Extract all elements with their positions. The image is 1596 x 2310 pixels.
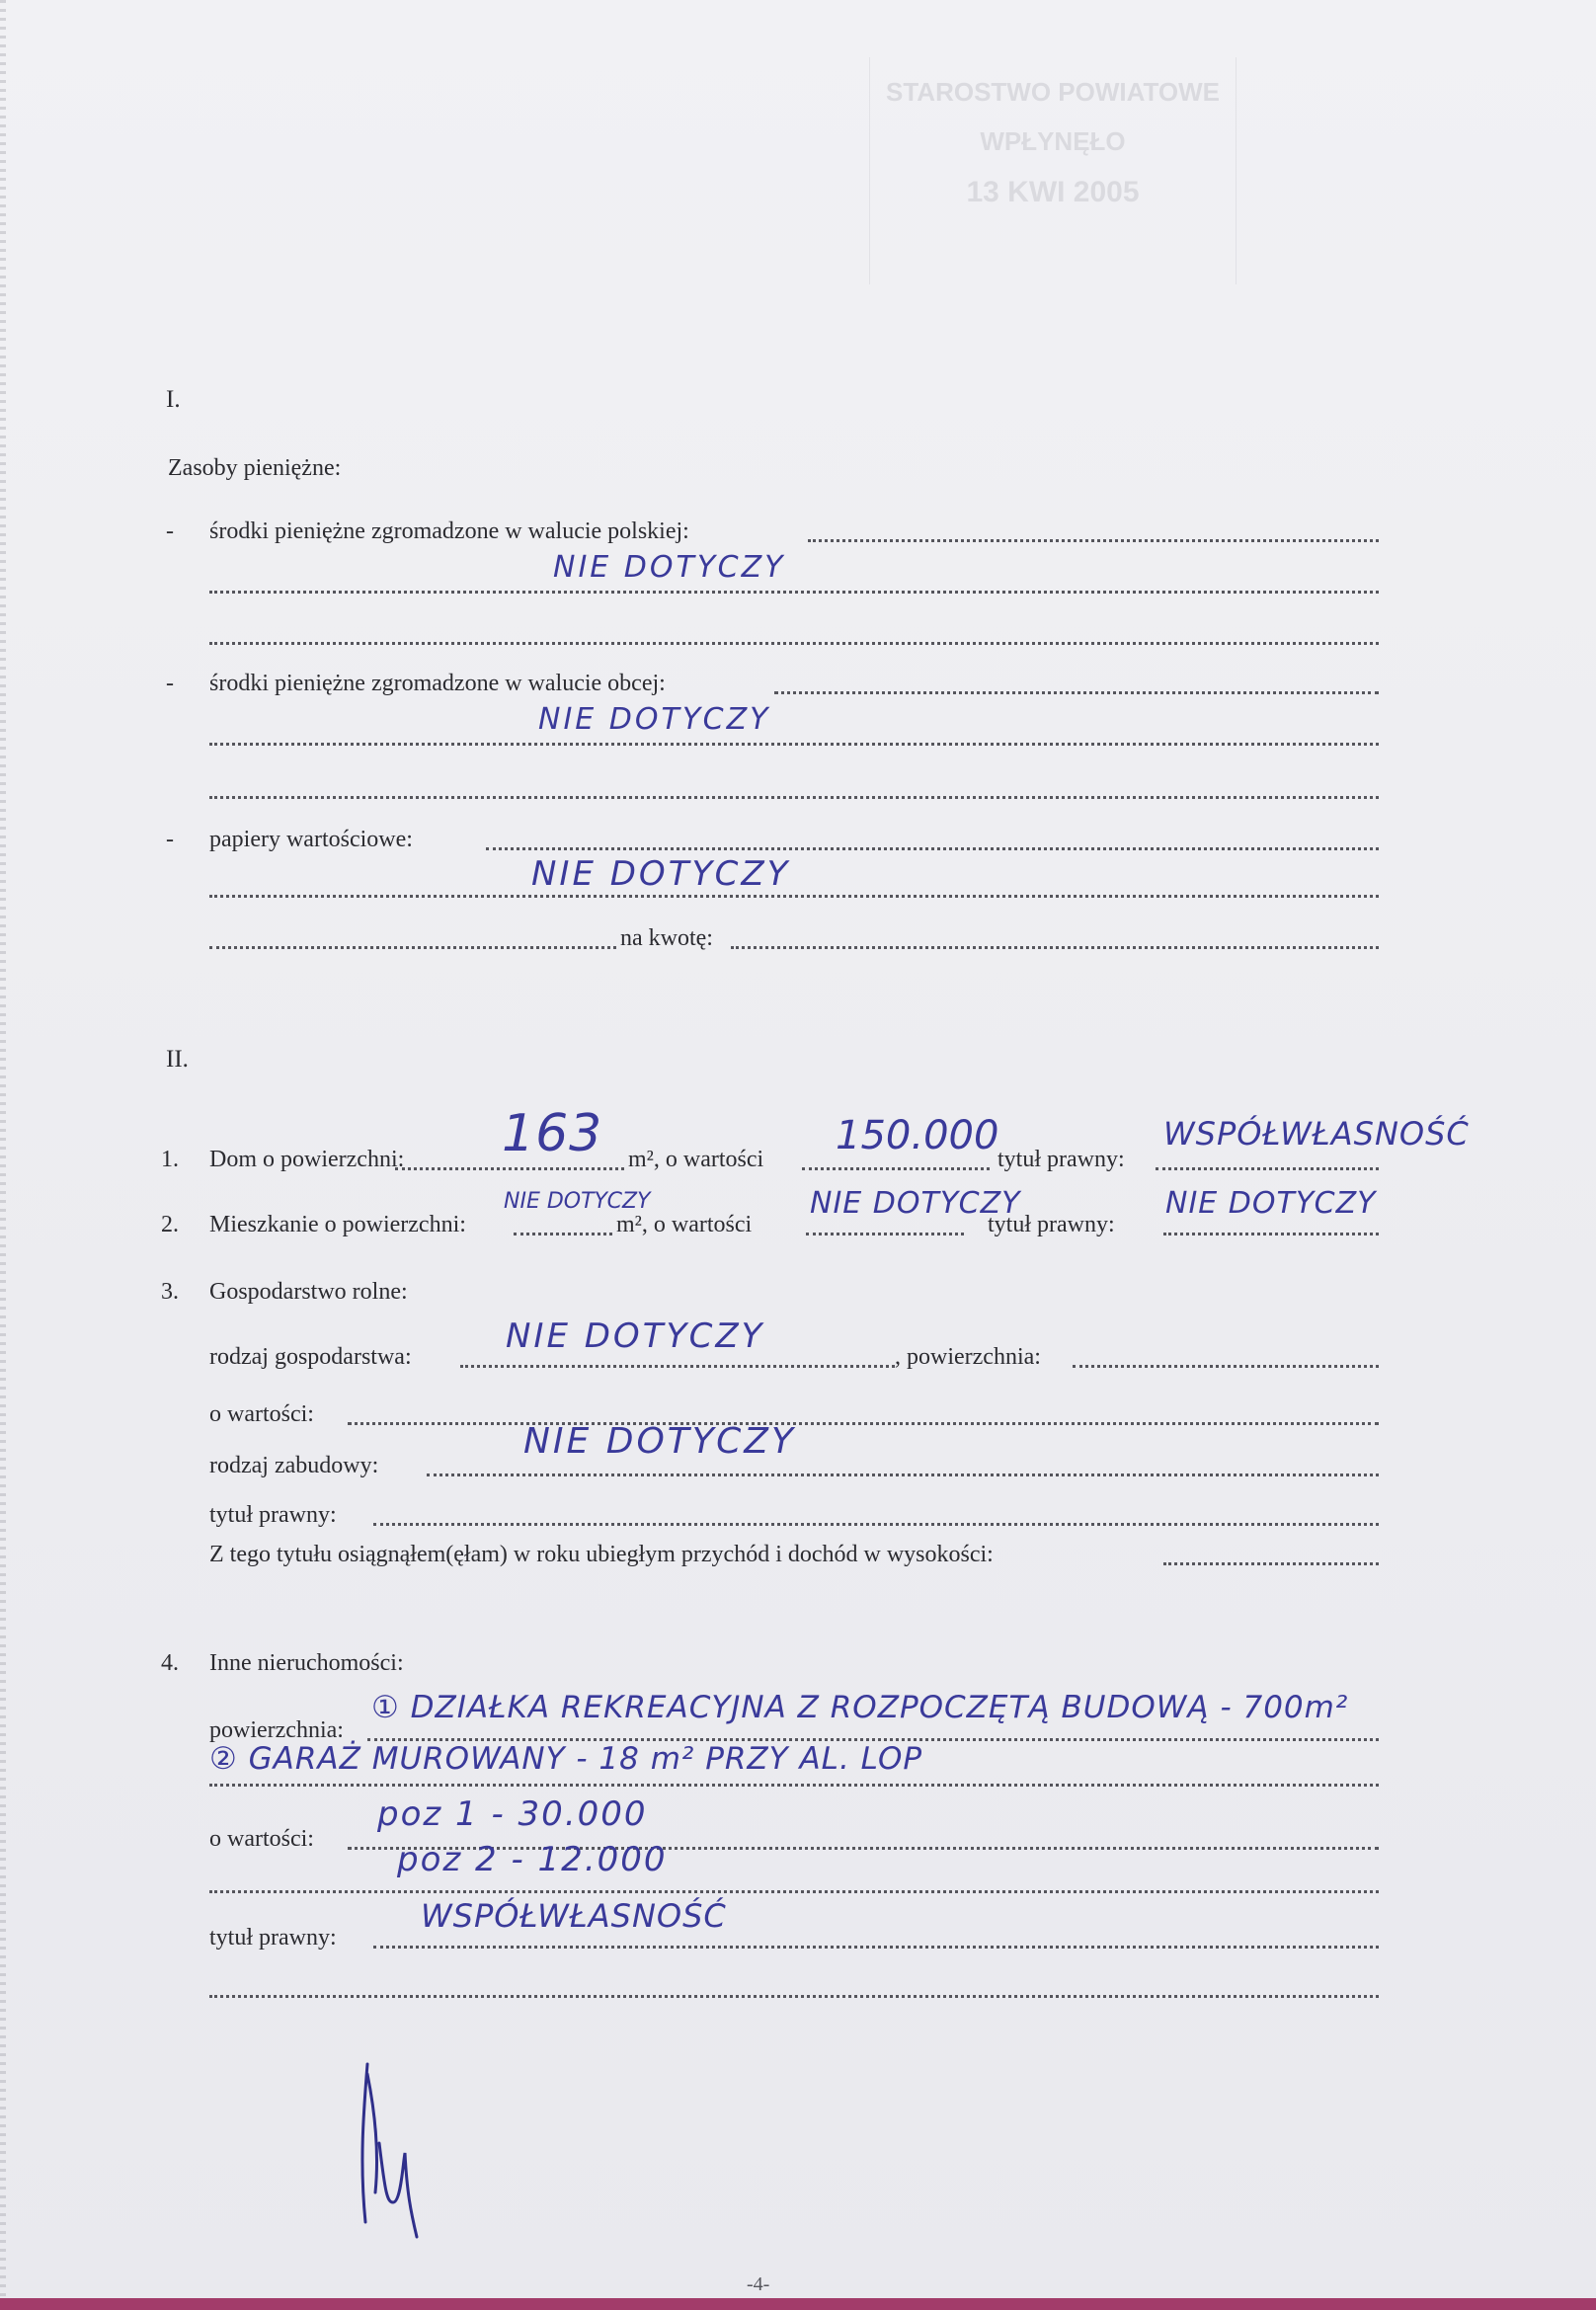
dotted-line bbox=[486, 847, 1379, 850]
flat-area-label: Mieszkanie o powierzchni: bbox=[209, 1212, 466, 1237]
bullet: - bbox=[166, 671, 174, 696]
securities-label: papiery wartościowe: bbox=[209, 827, 413, 852]
other-property-label: Inne nieruchomości: bbox=[209, 1650, 404, 1676]
farm-type-value: NIE DOTYCZY bbox=[506, 1316, 765, 1356]
other-value-label: o wartości: bbox=[209, 1826, 314, 1852]
dotted-line bbox=[209, 946, 616, 949]
received-stamp bbox=[869, 57, 1237, 284]
farm-buildings-value: NIE DOTYCZY bbox=[523, 1421, 796, 1462]
scan-bottom-edge bbox=[0, 2298, 1596, 2310]
item-number: 1. bbox=[161, 1147, 179, 1172]
house-title-label: tytuł prawny: bbox=[998, 1147, 1125, 1172]
dotted-line bbox=[514, 1233, 612, 1235]
section-1-heading: I. bbox=[166, 386, 181, 413]
dotted-line bbox=[373, 1523, 1379, 1526]
house-area-label: Dom o powierzchni: bbox=[209, 1147, 405, 1172]
stamp-line-2: WPŁYNĘŁO bbox=[980, 126, 1126, 156]
dotted-line bbox=[395, 1167, 624, 1170]
section-1-title: Zasoby pieniężne: bbox=[168, 455, 342, 481]
dotted-line bbox=[373, 1946, 1379, 1949]
other-value-line-2: poz 2 - 12.000 bbox=[397, 1840, 668, 1879]
page-number: -4- bbox=[747, 2273, 770, 2295]
dotted-line bbox=[1163, 1562, 1379, 1565]
house-area-value: 163 bbox=[502, 1104, 603, 1163]
dotted-line bbox=[1073, 1365, 1379, 1368]
farm-title-label: tytuł prawny: bbox=[209, 1502, 337, 1528]
farm-worth-label: o wartości: bbox=[209, 1401, 314, 1427]
item-number: 3. bbox=[161, 1279, 179, 1305]
dotted-line bbox=[731, 946, 1379, 949]
dotted-line bbox=[806, 1233, 964, 1235]
other-area-label: powierzchnia: bbox=[209, 1717, 344, 1743]
dotted-line bbox=[209, 642, 1379, 645]
dotted-line bbox=[209, 591, 1379, 594]
item-number: 2. bbox=[161, 1212, 179, 1237]
other-title-label: tytuł prawny: bbox=[209, 1925, 337, 1951]
farm-buildings-label: rodzaj zabudowy: bbox=[209, 1453, 379, 1478]
foreign-funds-value: NIE DOTYCZY bbox=[538, 702, 771, 737]
foreign-funds-label: środki pieniężne zgromadzone w walucie obcej: bbox=[209, 671, 666, 696]
securities-value: NIE DOTYCZY bbox=[531, 854, 791, 894]
other-area-line-2: ② GARAŻ MUROWANY - 18 m² PRZY AL. LOP bbox=[209, 1741, 923, 1777]
dotted-line bbox=[209, 796, 1379, 799]
farm-label: Gospodarstwo rolne: bbox=[209, 1279, 408, 1305]
flat-title-label: tytuł prawny: bbox=[988, 1212, 1115, 1237]
flat-area-value: NIE DOTYCZY bbox=[504, 1189, 651, 1214]
dotted-line bbox=[808, 539, 1379, 542]
house-area-unit: m², o wartości bbox=[628, 1147, 764, 1172]
pln-funds-value: NIE DOTYCZY bbox=[553, 550, 786, 585]
dotted-line bbox=[209, 1890, 1379, 1893]
other-value-line-1: poz 1 - 30.000 bbox=[377, 1794, 648, 1834]
farm-type-label: rodzaj gospodarstwa: bbox=[209, 1344, 412, 1370]
stamp-line-1: STAROSTWO POWIATOWE bbox=[886, 77, 1220, 107]
dotted-line bbox=[427, 1474, 1379, 1476]
bullet: - bbox=[166, 518, 174, 544]
dotted-line bbox=[209, 895, 1379, 898]
dotted-line bbox=[774, 691, 1379, 694]
dotted-line bbox=[802, 1167, 990, 1170]
dotted-line bbox=[1163, 1233, 1379, 1235]
dotted-line bbox=[209, 743, 1379, 746]
house-value: 150.000 bbox=[836, 1113, 999, 1158]
dotted-line bbox=[1156, 1167, 1379, 1170]
dotted-line bbox=[209, 1784, 1379, 1787]
section-2-heading: II. bbox=[166, 1046, 189, 1073]
other-area-line-1: ① DZIAŁKA REKREACYJNA Z ROZPOCZĘTĄ BUDOWĄ - 700m² bbox=[371, 1690, 1349, 1725]
dotted-line bbox=[209, 1995, 1379, 1998]
farm-area-label: , powierzchnia: bbox=[895, 1344, 1041, 1370]
handwritten-signature bbox=[346, 2054, 454, 2242]
amount-label: na kwotę: bbox=[620, 925, 713, 951]
flat-area-unit: m², o wartości bbox=[616, 1212, 753, 1237]
farm-income-label: Z tego tytułu osiągnąłem(ęłam) w roku ubiegłym przychód i dochód w wysokości: bbox=[209, 1542, 994, 1567]
flat-value: NIE DOTYCZY bbox=[810, 1186, 1021, 1221]
flat-title-value: NIE DOTYCZY bbox=[1165, 1186, 1377, 1221]
other-title-value: WSPÓŁWŁASNOŚĆ bbox=[421, 1897, 727, 1935]
item-number: 4. bbox=[161, 1650, 179, 1676]
stamp-line-3: 13 KWI 2005 bbox=[966, 176, 1140, 208]
dotted-line bbox=[460, 1365, 895, 1368]
house-title-value: WSPÓŁWŁASNOŚĆ bbox=[1163, 1115, 1470, 1153]
pln-funds-label: środki pieniężne zgromadzone w walucie polskiej: bbox=[209, 518, 689, 544]
bullet: - bbox=[166, 827, 174, 852]
dotted-line bbox=[348, 1422, 1379, 1425]
scan-edge bbox=[0, 0, 6, 2310]
